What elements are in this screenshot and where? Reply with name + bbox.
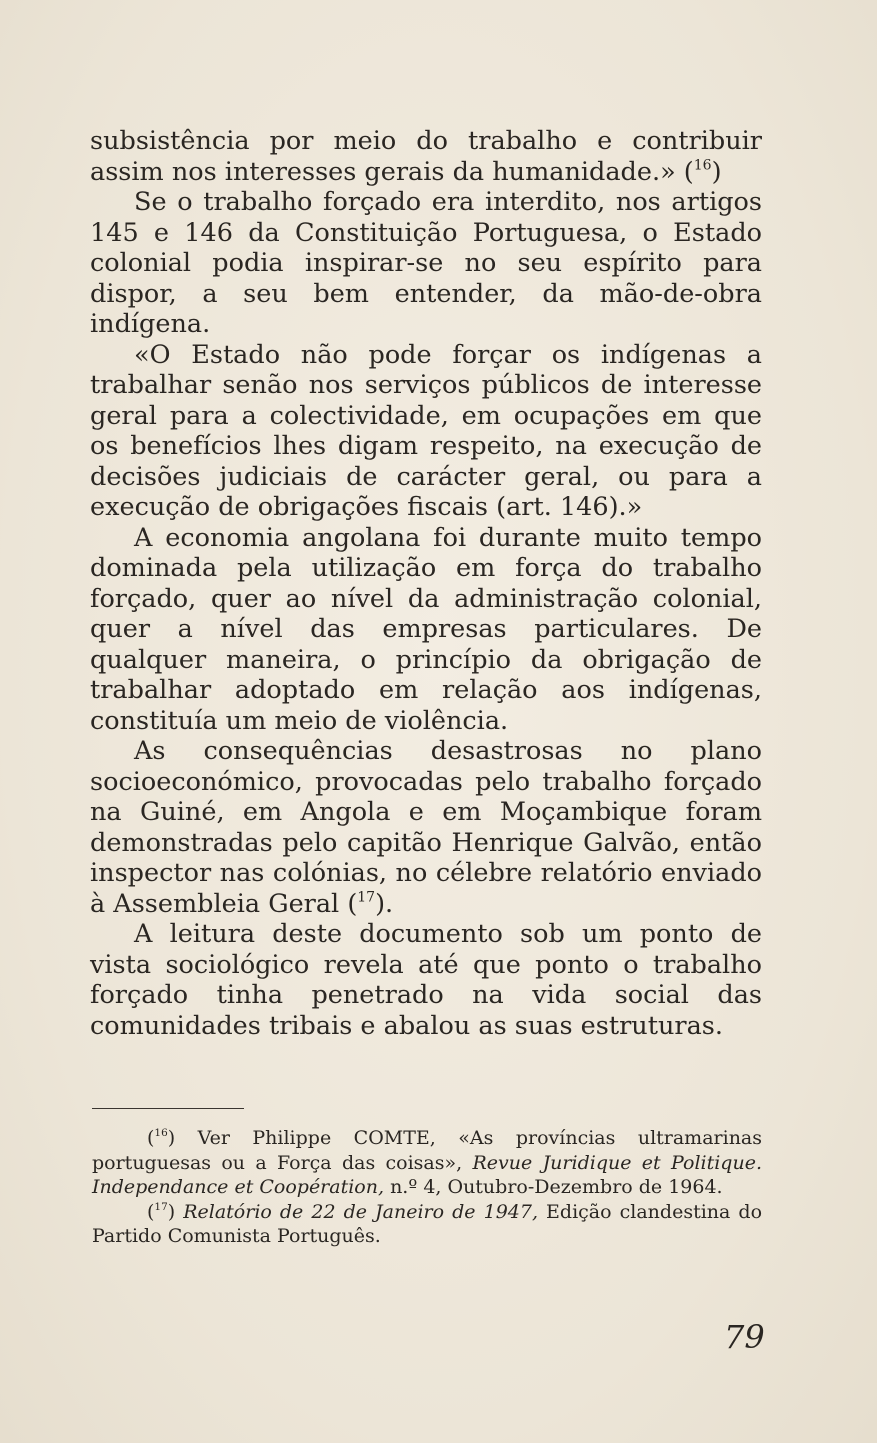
paragraph-6: A leitura deste documento sob um ponto de vista sociológico revela até que ponto o trabalho forçado tinha penetrado na vida social das comunidades tribais e abalou as suas estruturas. [90, 919, 762, 1041]
footnote-ref-16: 16 [693, 156, 712, 173]
paragraph-1: subsistência por meio do trabalho e contribuir assim nos interesses gerais da humanidade.» ($^{16}$) [90, 126, 762, 187]
paragraph-2: Se o trabalho forçado era interdito, nos artigos 145 e 146 da Constituição Portuguesa, o Estado colonial podia inspirar-se no seu espírito para dispor, a seu bem entender, da mão-de-obra indígena. [90, 187, 762, 339]
footnote-ref-17: 17 [357, 888, 376, 905]
paragraph-4: A economia angolana foi durante muito tempo dominada pela utilização em força do trabalho forçado, quer ao nível da administração colonial, quer a nível das empresas particulares. De qualquer maneira, o princípio da obrigação de trabalhar adoptado em relação aos indígenas, constituía um meio de violência. [90, 522, 762, 736]
footnotes [92, 1126, 762, 1249]
footnote-separator [92, 1108, 244, 1109]
paragraph-5: As consequências desastrosas no plano socioeconómico, provocadas pelo trabalho forçado na Guiné, em Angola e em Moçambique foram demonstradas pelo capitão Henrique Galvão, então inspector nas colónias, no célebre relatório enviado à Assembleia Geral ($^{17}$). [90, 736, 762, 919]
footnote-16: ($^{16}$) Ver Philippe COMTE, «As províncias ultramarinas portuguesas ou a Força das coisas», Revue Juridique et Politique. Independance et Coopération, n.º 4, Outubro-Dezembro de 1964. [92, 1127, 763, 1198]
body-text [90, 126, 762, 1041]
page-number: 79 [724, 1318, 765, 1356]
footnote-17: ($^{17}$) Relatório de 22 de Janeiro de 1947, Edição clandestina do Partido Comunista Português. [92, 1200, 763, 1247]
paragraph-3-quote: «O Estado não pode forçar os indígenas a trabalhar senão nos serviços públicos de interesse geral para a colectividade, em ocupações em que os benefícios lhes digam respeito, na execução de decisões judiciais de carácter geral, ou para a execução de obrigações fiscais (art. 146).» [90, 339, 762, 522]
